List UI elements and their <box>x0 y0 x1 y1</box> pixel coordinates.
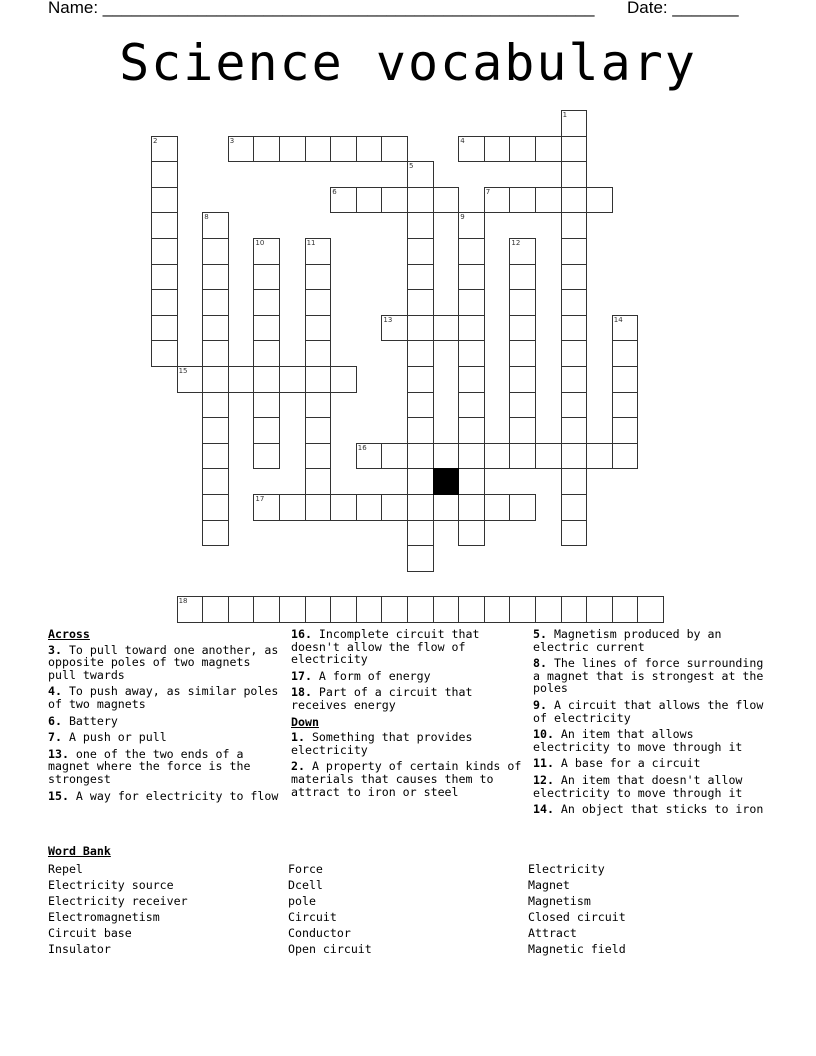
grid-cell[interactable] <box>407 161 434 188</box>
grid-cell[interactable] <box>253 315 280 342</box>
grid-cell[interactable] <box>407 443 434 470</box>
word-bank-item: Attract <box>528 926 577 940</box>
black-cell <box>433 468 460 495</box>
grid-cell[interactable] <box>151 289 178 316</box>
grid-cell[interactable] <box>407 494 434 521</box>
clue-text: A base for a circuit <box>553 756 701 771</box>
grid-cell[interactable] <box>381 494 408 521</box>
grid-cell[interactable] <box>381 136 408 163</box>
grid-cell[interactable] <box>561 136 588 163</box>
grid-cell[interactable] <box>407 187 434 214</box>
cell-number: 1 <box>562 111 568 119</box>
grid-cell[interactable] <box>279 366 306 393</box>
grid-cell[interactable] <box>202 289 229 316</box>
clue-number: 6. <box>48 713 62 728</box>
grid-cell[interactable] <box>458 289 485 316</box>
date-field-label: Date: _______ <box>627 0 739 17</box>
cell-number: 15 <box>178 367 188 375</box>
grid-cell[interactable] <box>407 392 434 419</box>
grid-cell[interactable] <box>253 494 280 521</box>
clues-column-2 <box>291 628 523 802</box>
word-bank-item: Closed circuit <box>528 910 626 924</box>
grid-cell[interactable] <box>561 161 588 188</box>
clue-number: 12. <box>533 772 554 787</box>
clue-down-5 <box>533 628 765 653</box>
grid-cell[interactable] <box>407 417 434 444</box>
grid-cell[interactable] <box>561 443 588 470</box>
grid-cell[interactable] <box>253 238 280 265</box>
grid-cell[interactable] <box>253 340 280 367</box>
grid-cell[interactable] <box>305 289 332 316</box>
word-bank-item: Circuit base <box>48 926 132 940</box>
grid-cell[interactable] <box>407 545 434 572</box>
grid-cell[interactable] <box>407 238 434 265</box>
grid-cell[interactable] <box>356 596 383 623</box>
grid-cell[interactable] <box>509 366 536 393</box>
grid-cell[interactable] <box>458 392 485 419</box>
grid-cell[interactable] <box>509 392 536 419</box>
grid-cell[interactable] <box>586 187 613 214</box>
grid-cell[interactable] <box>356 494 383 521</box>
grid-cell[interactable] <box>279 494 306 521</box>
grid-cell[interactable] <box>305 340 332 367</box>
clue-across-15 <box>48 790 280 803</box>
clue-down-1 <box>291 731 523 756</box>
down-heading: Down <box>291 714 319 729</box>
grid-cell[interactable] <box>407 366 434 393</box>
grid-cell[interactable] <box>253 443 280 470</box>
grid-cell[interactable] <box>458 315 485 342</box>
grid-cell[interactable] <box>407 596 434 623</box>
grid-cell[interactable] <box>356 187 383 214</box>
clue-across-18 <box>291 686 523 711</box>
grid-cell[interactable] <box>381 443 408 470</box>
grid-cell[interactable] <box>509 596 536 623</box>
grid-cell[interactable] <box>279 136 306 163</box>
grid-cell[interactable] <box>509 238 536 265</box>
grid-cell[interactable] <box>561 392 588 419</box>
cell-number: 2 <box>153 136 158 145</box>
grid-cell[interactable] <box>305 417 332 444</box>
cell-number: 17 <box>255 495 265 503</box>
grid-cell[interactable] <box>151 212 178 239</box>
grid-cell[interactable] <box>151 161 178 188</box>
cell-number: 3 <box>229 136 235 145</box>
grid-cell[interactable] <box>509 264 536 291</box>
page-title: Science vocabulary <box>119 34 697 92</box>
grid-cell[interactable] <box>433 315 460 342</box>
clue-down-8 <box>533 657 765 695</box>
word-bank-item: Electricity source <box>48 878 174 892</box>
grid-cell[interactable] <box>458 212 485 239</box>
grid-cell[interactable] <box>433 443 460 470</box>
grid-cell[interactable] <box>151 187 178 214</box>
grid-cell[interactable] <box>561 289 588 316</box>
grid-cell[interactable] <box>509 136 536 163</box>
grid-cell[interactable] <box>151 264 178 291</box>
clue-number: 18. <box>291 685 312 700</box>
word-bank-item: Force <box>288 862 323 876</box>
grid-cell[interactable] <box>330 494 357 521</box>
clue-text: A push or pull <box>61 730 167 745</box>
grid-cell[interactable] <box>612 340 639 367</box>
clue-across-13 <box>48 748 280 786</box>
grid-cell[interactable] <box>253 136 280 163</box>
grid-cell[interactable] <box>561 596 588 623</box>
grid-cell[interactable] <box>279 596 306 623</box>
grid-cell[interactable] <box>253 596 280 623</box>
clue-number: 11. <box>533 756 554 771</box>
word-bank-item: Magnetism <box>528 894 591 908</box>
clue-across-6 <box>48 715 280 728</box>
clue-text: Magnetism produced by an electric current <box>533 627 722 654</box>
clue-number: 10. <box>533 727 554 742</box>
grid-cell[interactable] <box>612 443 639 470</box>
word-bank-heading: Word Bank <box>48 844 111 858</box>
grid-cell[interactable] <box>561 340 588 367</box>
grid-cell[interactable] <box>305 238 332 265</box>
grid-cell[interactable] <box>202 443 229 470</box>
grid-cell[interactable] <box>407 340 434 367</box>
grid-cell[interactable] <box>253 289 280 316</box>
clue-text: The lines of force surrounding a magnet that is strongest at the poles <box>533 656 764 696</box>
grid-cell[interactable] <box>458 468 485 495</box>
grid-cell[interactable] <box>202 596 229 623</box>
clue-text: An object that sticks to iron <box>553 802 764 817</box>
grid-cell[interactable] <box>484 596 511 623</box>
grid-cell[interactable] <box>202 494 229 521</box>
grid-cell[interactable] <box>305 468 332 495</box>
clue-across-16 <box>291 628 523 666</box>
grid-cell[interactable] <box>586 596 613 623</box>
grid-cell[interactable] <box>330 366 357 393</box>
grid-cell[interactable] <box>484 494 511 521</box>
clue-number: 4. <box>48 684 62 699</box>
name-field-label: Name: ____________________________________________________ <box>48 0 595 17</box>
clue-number: 1. <box>291 730 305 745</box>
cell-number: 13 <box>383 315 393 324</box>
grid-cell[interactable] <box>561 520 588 547</box>
grid-cell[interactable] <box>561 468 588 495</box>
cell-number: 5 <box>409 162 414 171</box>
clue-down-11 <box>533 757 765 770</box>
clue-number: 13. <box>48 746 69 761</box>
grid-cell[interactable] <box>305 494 332 521</box>
grid-cell[interactable] <box>330 187 357 214</box>
cell-number: 8 <box>204 213 209 222</box>
grid-cell[interactable] <box>202 212 229 239</box>
grid-cell[interactable] <box>407 264 434 291</box>
cell-number: 10 <box>255 239 265 247</box>
clue-across-17 <box>291 670 523 683</box>
grid-cell[interactable] <box>305 264 332 291</box>
clue-number: 15. <box>48 788 69 803</box>
grid-cell[interactable] <box>535 187 562 214</box>
clue-number: 16. <box>291 627 312 641</box>
grid-cell[interactable] <box>177 366 204 393</box>
clue-text: Part of a circuit that receives energy <box>291 685 473 712</box>
clue-across-4 <box>48 685 280 710</box>
grid-cell[interactable] <box>253 392 280 419</box>
clue-number: 3. <box>48 642 62 657</box>
grid-cell[interactable] <box>484 136 511 163</box>
cell-number: 9 <box>460 213 465 222</box>
clue-across-3 <box>48 644 280 682</box>
grid-cell[interactable] <box>484 443 511 470</box>
grid-cell[interactable] <box>151 238 178 265</box>
grid-cell[interactable] <box>228 366 255 393</box>
grid-cell[interactable] <box>253 417 280 444</box>
grid-cell[interactable] <box>561 366 588 393</box>
clue-text: one of the two ends of a magnet where the force is the strongest <box>48 746 251 786</box>
grid-cell[interactable] <box>561 417 588 444</box>
word-bank-column-2 <box>288 861 372 957</box>
clue-text: A circuit that allows the flow of electricity <box>533 697 764 725</box>
grid-cell[interactable] <box>612 315 639 342</box>
clue-text: Something that provides electricity <box>291 730 473 757</box>
grid-cell[interactable] <box>612 417 639 444</box>
grid-cell[interactable] <box>381 315 408 342</box>
word-bank-item: Repel <box>48 862 83 876</box>
grid-cell[interactable] <box>407 520 434 547</box>
cell-number: 7 <box>485 187 491 196</box>
grid-cell[interactable] <box>202 392 229 419</box>
clue-number: 9. <box>533 697 547 712</box>
clue-down-2 <box>291 760 523 798</box>
clue-number: 2. <box>291 759 305 774</box>
cell-number: 6 <box>332 187 337 196</box>
grid-cell[interactable] <box>509 443 536 470</box>
grid-cell[interactable] <box>637 596 664 623</box>
word-bank-item: Dcell <box>288 878 323 892</box>
grid-cell[interactable] <box>458 520 485 547</box>
clue-text: An item that allows electricity to move through it <box>533 727 743 754</box>
grid-cell[interactable] <box>305 443 332 470</box>
word-bank-item: Electromagnetism <box>48 910 160 924</box>
grid-cell[interactable] <box>458 136 485 163</box>
word-bank-item: pole <box>288 894 316 908</box>
clue-down-10 <box>533 728 765 753</box>
grid-cell[interactable] <box>202 238 229 265</box>
grid-cell[interactable] <box>612 596 639 623</box>
grid-cell[interactable] <box>561 212 588 239</box>
across-heading: Across <box>48 627 90 641</box>
grid-cell[interactable] <box>151 340 178 367</box>
grid-cell[interactable] <box>202 468 229 495</box>
grid-cell[interactable] <box>228 136 255 163</box>
grid-cell[interactable] <box>228 596 255 623</box>
grid-cell[interactable] <box>458 596 485 623</box>
grid-cell[interactable] <box>305 366 332 393</box>
grid-cell[interactable] <box>458 443 485 470</box>
grid-cell[interactable] <box>407 315 434 342</box>
cell-number: 12 <box>511 239 521 247</box>
cell-number: 18 <box>178 597 188 606</box>
grid-cell[interactable] <box>561 315 588 342</box>
clue-text: A property of certain kinds of materials that causes them to attract to iron or steel <box>291 759 522 799</box>
grid-cell[interactable] <box>202 315 229 342</box>
grid-cell[interactable] <box>433 596 460 623</box>
grid-cell[interactable] <box>356 443 383 470</box>
clue-across-7 <box>48 731 280 744</box>
grid-cell[interactable] <box>561 187 588 214</box>
grid-cell[interactable] <box>535 136 562 163</box>
grid-cell[interactable] <box>509 417 536 444</box>
word-bank-item: Electricity receiver <box>48 894 188 908</box>
grid-cell[interactable] <box>458 494 485 521</box>
grid-cell[interactable] <box>253 264 280 291</box>
grid-cell[interactable] <box>202 264 229 291</box>
grid-cell[interactable] <box>202 340 229 367</box>
clue-text: A form of energy <box>311 668 431 683</box>
grid-cell[interactable] <box>458 264 485 291</box>
grid-cell[interactable] <box>509 315 536 342</box>
grid-cell[interactable] <box>509 289 536 316</box>
grid-cell[interactable] <box>612 392 639 419</box>
grid-cell[interactable] <box>458 366 485 393</box>
clue-text: To push away, as similar poles of two magnets <box>48 684 279 711</box>
word-bank-item: Magnet <box>528 878 570 892</box>
cell-number: 4 <box>460 136 465 145</box>
word-bank-item: Open circuit <box>288 942 372 956</box>
clue-number: 5. <box>533 627 547 641</box>
clue-text: An item that doesn't allow electricity to move through it <box>533 772 743 800</box>
grid-cell[interactable] <box>407 289 434 316</box>
grid-cell[interactable] <box>151 315 178 342</box>
grid-cell[interactable] <box>535 443 562 470</box>
word-bank-item: Circuit <box>288 910 337 924</box>
grid-cell[interactable] <box>561 264 588 291</box>
word-bank-item: Conductor <box>288 926 351 940</box>
grid-cell[interactable] <box>202 520 229 547</box>
word-bank-item: Insulator <box>48 942 111 956</box>
clues-column-1 <box>48 628 280 806</box>
clue-number: 7. <box>48 730 62 745</box>
grid-cell[interactable] <box>305 315 332 342</box>
grid-cell[interactable] <box>561 238 588 265</box>
word-bank-column-1 <box>48 861 188 957</box>
clue-text: Incomplete circuit that doesn't allow the flow of electricity <box>291 627 480 667</box>
grid-cell[interactable] <box>612 366 639 393</box>
clue-text: A way for electricity to flow <box>68 788 279 803</box>
clue-text: Battery <box>61 713 118 728</box>
grid-cell[interactable] <box>381 187 408 214</box>
grid-cell[interactable] <box>356 136 383 163</box>
clue-down-9 <box>533 699 765 724</box>
word-bank-column-3 <box>528 861 626 957</box>
grid-cell[interactable] <box>561 110 588 137</box>
grid-cell[interactable] <box>509 187 536 214</box>
grid-cell[interactable] <box>177 596 204 623</box>
grid-cell[interactable] <box>586 443 613 470</box>
grid-cell[interactable] <box>407 468 434 495</box>
grid-cell[interactable] <box>433 187 460 214</box>
grid-cell[interactable] <box>381 596 408 623</box>
clue-number: 14. <box>533 802 554 817</box>
grid-cell[interactable] <box>305 392 332 419</box>
grid-cell[interactable] <box>561 494 588 521</box>
grid-cell[interactable] <box>330 596 357 623</box>
grid-cell[interactable] <box>202 366 229 393</box>
clue-down-14 <box>533 803 765 816</box>
grid-cell[interactable] <box>253 366 280 393</box>
word-bank-item: Magnetic field <box>528 942 626 956</box>
grid-cell[interactable] <box>151 136 178 163</box>
cell-number: 16 <box>357 443 367 452</box>
clue-down-12 <box>533 774 765 799</box>
grid-cell[interactable] <box>202 417 229 444</box>
clue-text: To pull toward one another, as opposite poles of two magnets pull twards <box>48 642 279 682</box>
grid-cell[interactable] <box>458 238 485 265</box>
grid-cell[interactable] <box>407 212 434 239</box>
grid-cell[interactable] <box>305 596 332 623</box>
grid-cell[interactable] <box>433 494 460 521</box>
grid-cell[interactable] <box>458 417 485 444</box>
clue-number: 8. <box>533 656 547 671</box>
clue-number: 17. <box>291 668 312 683</box>
grid-cell[interactable] <box>330 136 357 163</box>
grid-cell[interactable] <box>509 340 536 367</box>
cell-number: 11 <box>306 239 316 247</box>
grid-cell[interactable] <box>458 340 485 367</box>
cell-number: 14 <box>613 315 623 324</box>
grid-cell[interactable] <box>305 136 332 163</box>
grid-cell[interactable] <box>509 494 536 521</box>
grid-cell[interactable] <box>535 596 562 623</box>
clues-column-3 <box>533 628 765 820</box>
grid-cell[interactable] <box>484 187 511 214</box>
word-bank-item: Electricity <box>528 862 605 876</box>
